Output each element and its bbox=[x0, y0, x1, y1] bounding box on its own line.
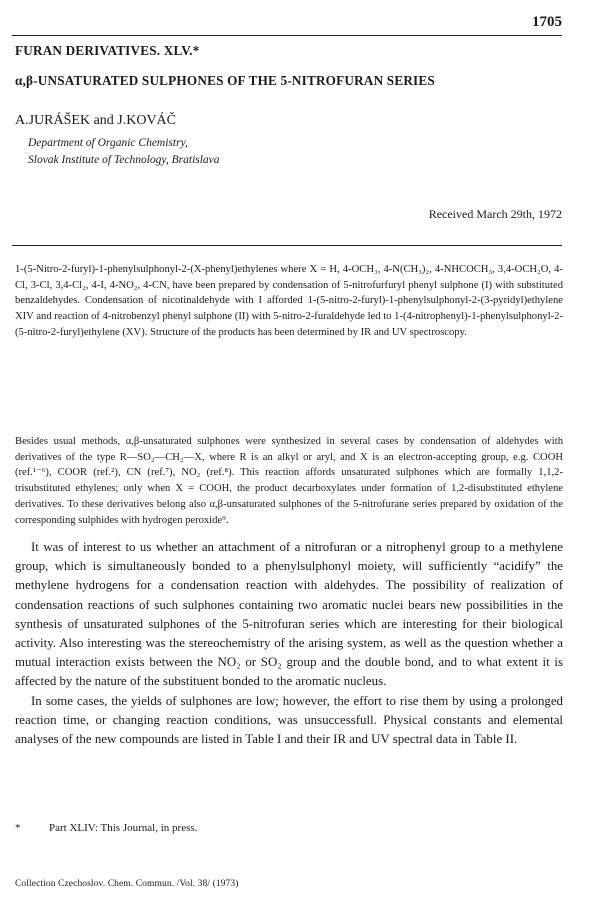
footnote bbox=[15, 822, 197, 834]
header-rule bbox=[12, 35, 562, 36]
intro-paragraph: Besides usual methods, α,β-unsaturated sulphones were synthesized in several cases by condensation of aldehydes with derivatives of the type R—SO₂—CH₂—X, where R is an alkyl or aryl, and X is an electron-accepting group, e.g. COOH (ref.¹⁻⁶), COOR (ref.²), CN (ref.⁷), NO₂ (ref.⁸). This reaction affords unsaturated sulphones which are formally 1,1,2-trisubstituted ethylenes; only when X = COOH, the product decarboxylates under formation of 1,2-disubstituted ethylene derivatives. To these derivatives belong also α,β-unsaturated sulphones of the 5-nitrofurane series prepared by oxidation of the corresponding sulphides with hydrogen peroxide⁹. bbox=[15, 436, 563, 526]
abstract-rule bbox=[12, 245, 562, 246]
article-subtitle: α,β-UNSATURATED SULPHONES OF THE 5-NITROFURAN SERIES bbox=[15, 73, 435, 88]
body-paragraph-2: In some cases, the yields of sulphones are low; however, the effort to rise them by using a prolonged reaction time, or changing reaction conditions, was unsuccessfull. Physical constants and elemental analyses of the new compounds are listed in Table I and their IR and UV spectral data in Table II. bbox=[15, 693, 563, 747]
abstract: 1-(5-Nitro-2-furyl)-1-phenylsulphonyl-2-(X-phenyl)ethylenes where X = H, 4-OCH₃, 4-N(CH₃)₂, 4-NHCOCH₃, 3,4-OCH₂O, 4-Cl, 3-Cl, 3,4-Cl₂, 4-I, 4-NO₂, 4-CN, have been prepared by condensation of 5-nitrofurfuryl phenyl sulphone (I) with substituted benzaldehydes. Condensation of nicotinaldehyde with I afforded 1-(5-nitro-2-furyl)-1-phenylsulphonyl-2-(3-pyridyl)ethylene XIV and reaction of 4-nitrobenzyl phenyl sulphone (II) with 5-nitro-2-furaldehyde led to 1-(4-nitrophenyl)-1-phenylsulphonyl-2-(5-nitro-2-furyl)ethylene (XV). Structure of the products has been determined by IR and UV spectroscopy. bbox=[15, 264, 563, 338]
body-text bbox=[15, 538, 563, 749]
page-number: 1705 bbox=[532, 14, 562, 30]
affiliation-institute: Slovak Institute of Technology, Bratislava bbox=[28, 154, 220, 166]
body-paragraph-1: It was of interest to us whether an attachment of a nitrofuran or a nitrophenyl group to a methylene group, which is simultaneously bonded to a phenylsulphonyl moiety, will sufficiently “acidify” the methylene hydrogens for a condensation reaction with aldehydes. The possibility of realization of condensation reactions of such sulphones containing two aromatic nuclei bears new possibilities in the synthesis of unsaturated sulphones of the 5-nitrofuran series which are interesting for their biological activity. Also interesting was the stereochemistry of the arising system, as well as the question whether a mutual interaction exists between the NO₂ or SO₂ group and the double bond, and to what extent it is affected by the nature of the substituent bonded to the aromatic nucleus. bbox=[15, 540, 563, 689]
article-title: FURAN DERIVATIVES. XLV.* bbox=[15, 43, 200, 58]
affiliation-department: Department of Organic Chemistry, bbox=[28, 137, 188, 149]
journal-line: Collection Czechoslov. Chem. Commun. /Vol. 38/ (1973) bbox=[15, 879, 239, 889]
received-date: Received March 29th, 1972 bbox=[428, 207, 562, 221]
authors: A.JURÁŠEK and J.KOVÁČ bbox=[15, 113, 177, 128]
footnote-marker: * bbox=[15, 822, 21, 834]
footnote-text: Part XLIV: This Journal, in press. bbox=[49, 822, 198, 834]
